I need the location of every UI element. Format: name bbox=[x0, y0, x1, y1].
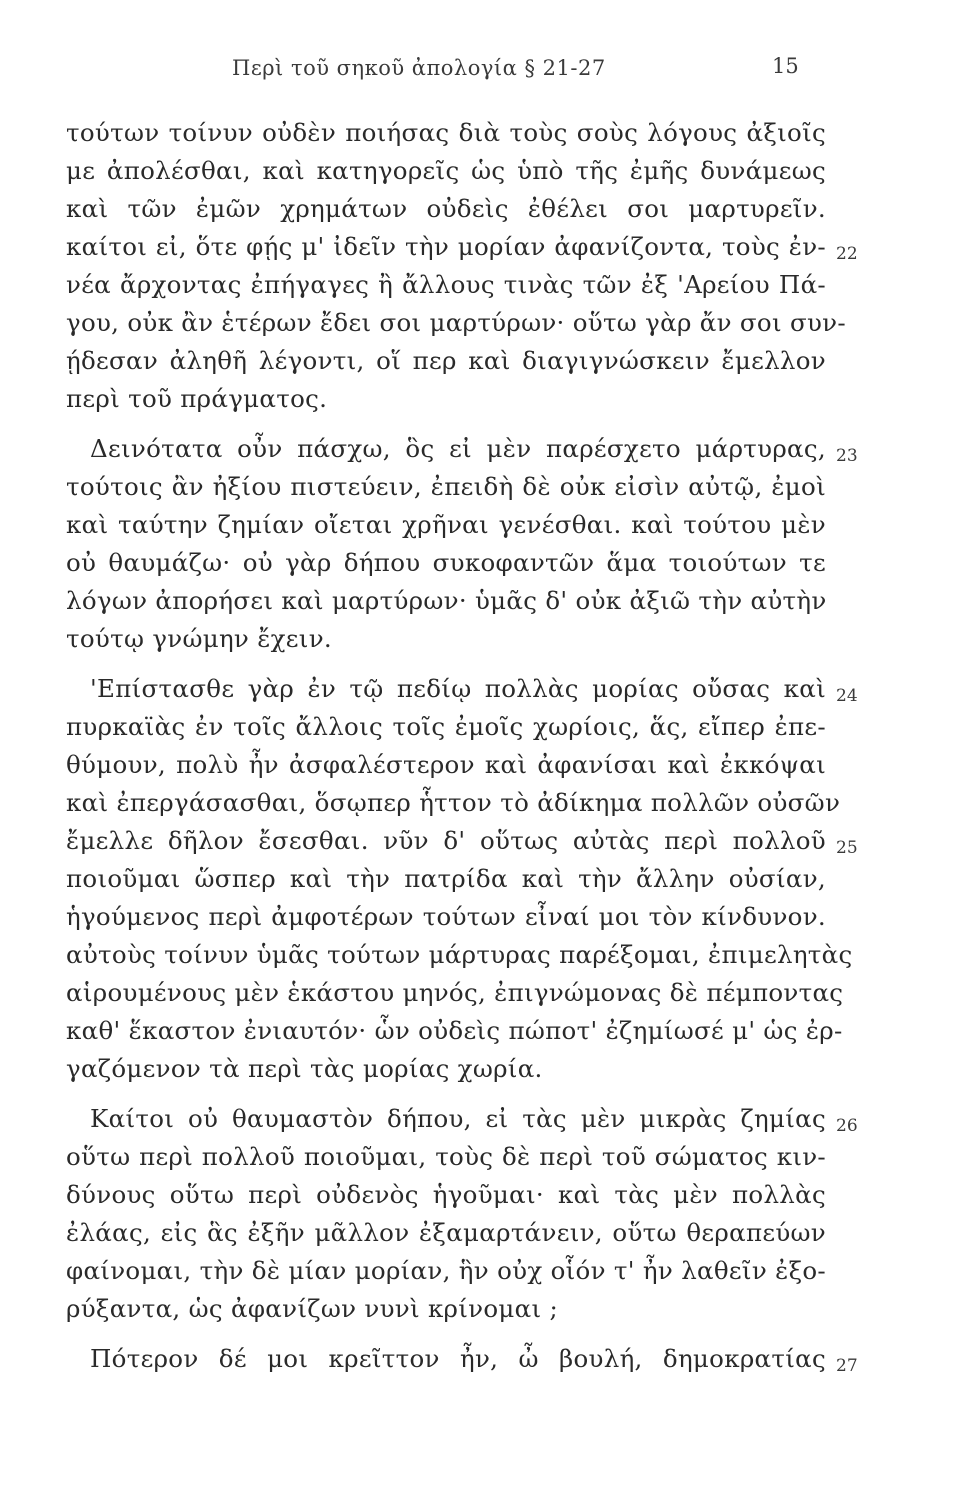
text-line: τούτων τοίνυν οὐδὲν ποιήσας διὰ τοὺς σοὺς λόγους ἀξιοῖς bbox=[66, 118, 826, 147]
text-line: ρύξαντα, ὡς ἀφανίζων νυνὶ κρίνομαι ; bbox=[66, 1294, 559, 1323]
text-line: καὶ τῶν ἐμῶν χρημάτων οὐδεὶς ἐθέλει σοι μαρτυρεῖν. bbox=[66, 194, 826, 223]
text-line: θύμουν, πολὺ ἦν ἀσφαλέστερον καὶ ἀφανίσαι καὶ ἐκκόψαι bbox=[66, 750, 826, 779]
text-line: καθ' ἕκαστον ἐνιαυτόν· ὧν οὐδεὶς πώποτ' ἐζημίωσέ μ' ὡς ἐρ- bbox=[66, 1016, 843, 1045]
text-line: γου, οὐκ ἂν ἑτέρων ἔδει σοι μαρτύρων· οὕτω γὰρ ἄν σοι συν- bbox=[66, 308, 846, 337]
section-number: 25 bbox=[836, 838, 858, 858]
text-line: περὶ τοῦ πράγματος. bbox=[66, 384, 328, 413]
section-number: 22 bbox=[836, 244, 858, 264]
text-line: Πότερον δέ μοι κρεῖττον ἦν, ὦ βουλή, δημοκρατίας bbox=[90, 1344, 826, 1373]
text-line: νέα ἄρχοντας ἐπήγαγες ἢ ἄλλους τινὰς τῶν ἐξ 'Αρείου Πά- bbox=[66, 270, 826, 299]
text-line: Δεινότατα οὖν πάσχω, ὃς εἰ μὲν παρέσχετο μάρτυρας, bbox=[90, 434, 826, 463]
text-line: ἡγούμενος περὶ ἀμφοτέρων τούτων εἶναί μοι τὸν κίνδυνον. bbox=[66, 902, 826, 931]
section-number: 26 bbox=[836, 1116, 858, 1136]
running-title: Περὶ τοῦ σηκοῦ ἀπολογία § 21-27 bbox=[232, 56, 606, 80]
text-line: οὐ θαυμάζω· οὐ γὰρ δήπου συκοφαντῶν ἅμα τοιούτων τε bbox=[66, 548, 826, 577]
text-line: ποιοῦμαι ὥσπερ καὶ τὴν πατρίδα καὶ τὴν ἄλλην οὐσίαν, bbox=[66, 864, 826, 893]
text-line: δύνους οὕτω περὶ οὐδενὸς ἡγοῦμαι· καὶ τὰς μὲν πολλὰς bbox=[66, 1180, 826, 1209]
section-number: 24 bbox=[836, 686, 858, 706]
text-line: γαζόμενον τὰ περὶ τὰς μορίας χωρία. bbox=[66, 1054, 543, 1083]
text-line: με ἀπολέσθαι, καὶ κατηγορεῖς ὡς ὑπὸ τῆς ἐμῆς δυνάμεως bbox=[66, 156, 826, 185]
text-line: λόγων ἀπορήσει καὶ μαρτύρων· ὑμᾶς δ' οὐκ ἀξιῶ τὴν αὐτὴν bbox=[66, 586, 827, 615]
text-line: πυρκαϊὰς ἐν τοῖς ἄλλοις τοῖς ἐμοῖς χωρίοις, ἅς, εἴπερ ἐπε- bbox=[66, 712, 826, 741]
text-line: τούτῳ γνώμην ἔχειν. bbox=[66, 624, 332, 653]
text-line: οὕτω περὶ πολλοῦ ποιοῦμαι, τοὺς δὲ περὶ τοῦ σώματος κιν- bbox=[66, 1142, 826, 1171]
text-line: καὶ ἐπεργάσασθαι, ὅσῳπερ ἧττον τὸ ἀδίκημα πολλῶν οὐσῶν bbox=[66, 788, 841, 817]
section-number: 23 bbox=[836, 446, 858, 466]
text-line: ἐλάας, εἰς ἃς ἐξῆν μᾶλλον ἐξαμαρτάνειν, οὕτω θεραπεύων bbox=[66, 1218, 826, 1247]
section-number: 27 bbox=[836, 1356, 858, 1376]
text-line: τούτοις ἂν ἠξίου πιστεύειν, ἐπειδὴ δὲ οὐκ εἰσὶν αὐτῷ, ἐμοὶ bbox=[66, 472, 826, 501]
text-line: 'Επίστασθε γὰρ ἐν τῷ πεδίῳ πολλὰς μορίας οὔσας καὶ bbox=[90, 674, 826, 703]
text-line: ῄδεσαν ἀληθῆ λέγοντι, οἵ περ καὶ διαγιγνώσκειν ἔμελλον bbox=[66, 346, 826, 375]
text-line: αἱρουμένους μὲν ἑκάστου μηνός, ἐπιγνώμονας δὲ πέμποντας bbox=[66, 978, 844, 1007]
page-number: 15 bbox=[772, 54, 799, 78]
text-line: καὶ ταύτην ζημίαν οἴεται χρῆναι γενέσθαι. καὶ τούτου μὲν bbox=[66, 510, 826, 539]
text-line: φαίνομαι, τὴν δὲ μίαν μορίαν, ἣν οὐχ οἷόν τ' ἦν λαθεῖν ἐξο- bbox=[66, 1256, 826, 1285]
text-line: Καίτοι οὐ θαυμαστὸν δήπου, εἰ τὰς μὲν μικρὰς ζημίας bbox=[90, 1104, 826, 1133]
text-line: αὐτοὺς τοίνυν ὑμᾶς τούτων μάρτυρας παρέξομαι, ἐπιμελητὰς bbox=[66, 940, 853, 969]
text-line: καίτοι εἰ, ὅτε φῄς μ' ἰδεῖν τὴν μορίαν ἀφανίζοντα, τοὺς ἐν- bbox=[66, 232, 826, 261]
text-line: ἔμελλε δῆλον ἔσεσθαι. νῦν δ' οὕτως αὐτὰς περὶ πολλοῦ bbox=[66, 826, 826, 855]
